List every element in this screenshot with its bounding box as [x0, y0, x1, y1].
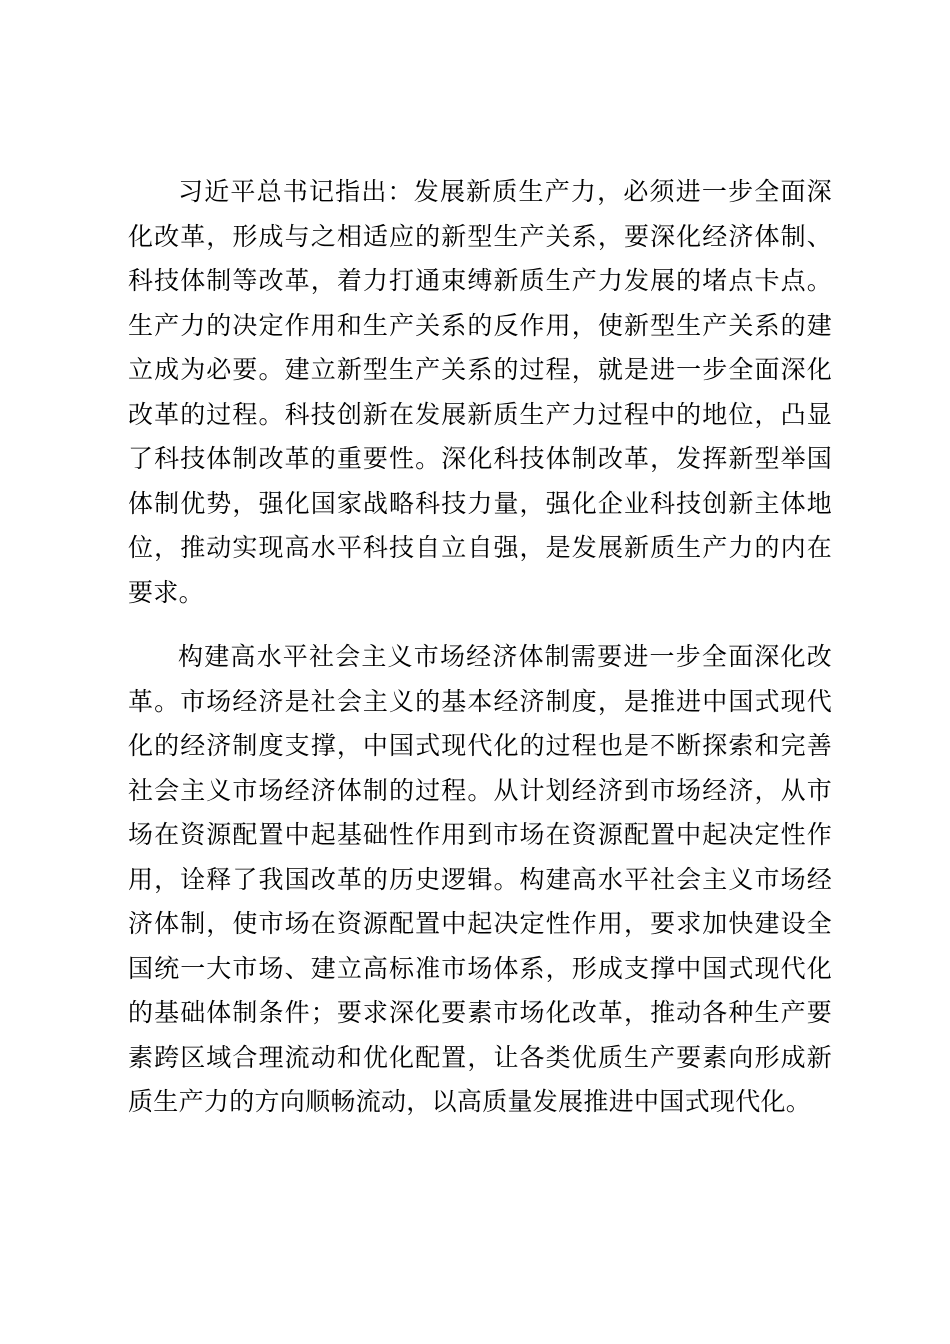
- paragraph-2: 构建高水平社会主义市场经济体制需要进一步全面深化改革。市场经济是社会主义的基本经济制度，是推进中国式现代化的经济制度支撑，中国式现代化的过程也是不断探索和完善社会主义市场经济体制的过程。从计划经济到市场经济，从市场在资源配置中起基础性作用到市场在资源配置中起决定性作用，诠释了我国改革的历史逻辑。构建高水平社会主义市场经济体制，使市场在资源配置中起决定性作用，要求加快建设全国统一大市场、建立高标准市场体系，形成支撑中国式现代化的基础体制条件；要求深化要素市场化改革，推动各种生产要素跨区域合理流动和优化配置，让各类优质生产要素向形成新质生产力的方向顺畅流动，以高质量发展推进中国式现代化。: [128, 642, 832, 1116]
- paragraph-1: 习近平总书记指出：发展新质生产力，必须进一步全面深化改革，形成与之相适应的新型生产关系，要深化经济体制、科技体制等改革，着力打通束缚新质生产力发展的堵点卡点。生产力的决定作用和生产关系的反作用，使新型生产关系的建立成为必要。建立新型生产关系的过程，就是进一步全面深化改革的过程。科技创新在发展新质生产力过程中的地位，凸显了科技体制改革的重要性。深化科技体制改革，发挥新型举国体制优势，强化国家战略科技力量，强化企业科技创新主体地位，推动实现高水平科技自立自强，是发展新质生产力的内在要求。: [128, 177, 832, 607]
- document-body: [128, 170, 832, 1125]
